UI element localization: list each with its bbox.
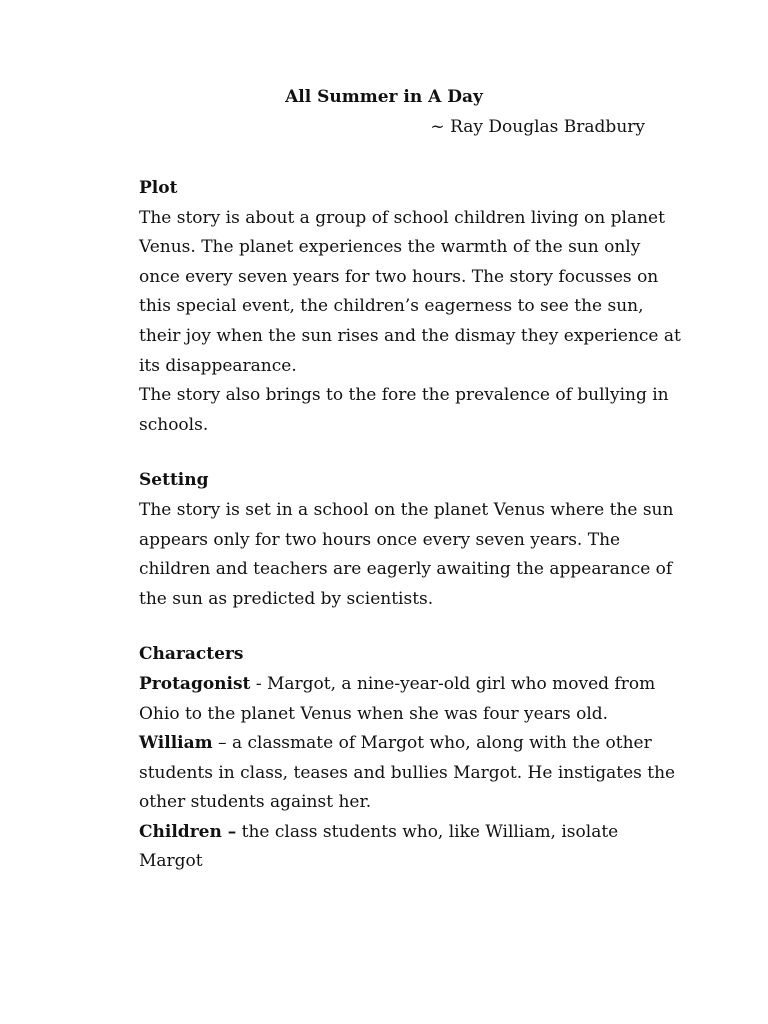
- document-author: ~ Ray Douglas Bradbury: [430, 117, 645, 137]
- character-name: Protagonist: [139, 673, 251, 694]
- character-name: Children –: [139, 821, 237, 842]
- plot-heading: Plot: [139, 178, 178, 198]
- plot-paragraph-2: The story also brings to the fore the prevalence of bullying in schools.: [139, 385, 669, 435]
- character-name: William: [139, 733, 213, 754]
- characters-heading: Characters: [139, 644, 244, 665]
- character-entry: [139, 670, 684, 729]
- character-description: - Margot, a nine-year-old girl who moved from Ohio to the planet Venus when she was four years old.: [139, 673, 656, 724]
- character-entry: [139, 818, 684, 877]
- setting-paragraph-1: The story is set in a school on the planet Venus where the sun appears only for two hours once every seven years. The children and teachers are eagerly awaiting the appearance of the sun as predicted by scientists.: [139, 499, 674, 609]
- character-description: the class students who, like William, isolate Margot: [139, 821, 619, 872]
- character-entry: [139, 729, 684, 818]
- character-description: – a classmate of Margot who, along with the other students in class, teases and bullies Margot. He instigates the other students against her.: [139, 733, 676, 813]
- document-title: All Summer in A Day: [285, 87, 483, 107]
- setting-heading: Setting: [139, 470, 209, 491]
- document-body: [139, 174, 684, 877]
- plot-paragraph-1: The story is about a group of school children living on planet Venus. The planet experiences the warmth of the sun only once every seven years for two hours. The story focusses on this special event, the children’s eagerness to see the sun, their joy when the sun rises and the dismay they experience at its disappearance.: [139, 207, 681, 376]
- section-spacer: [139, 614, 684, 640]
- section-spacer: [139, 440, 684, 466]
